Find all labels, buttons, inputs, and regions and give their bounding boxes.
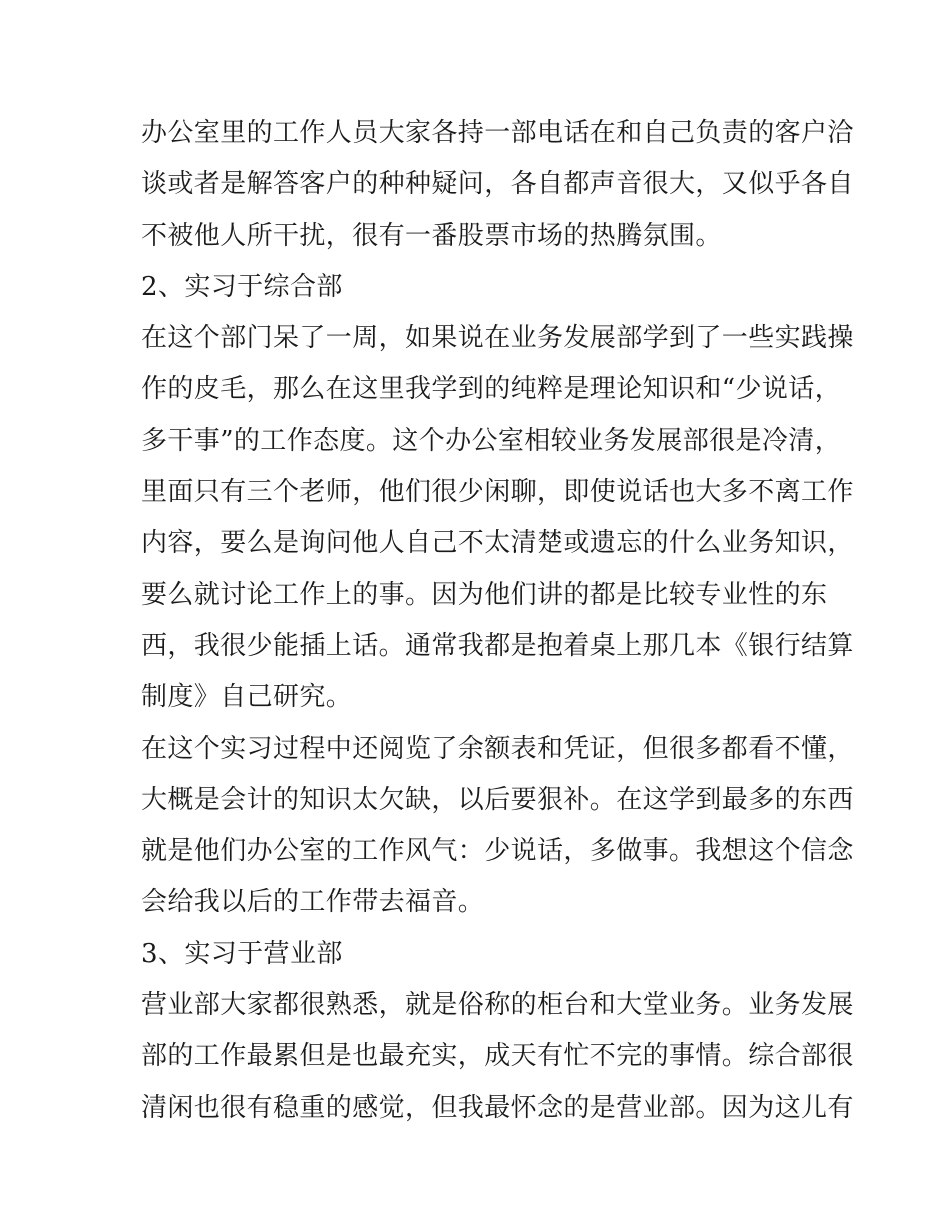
- section-heading: 2、实习于综合部: [141, 271, 343, 302]
- text-line: 就是他们办公室的工作风气：少说话，多做事。我想这个信念: [141, 836, 854, 867]
- text-line: 作的皮毛，那么在这里我学到的纯粹是理论知识和“少说话，: [141, 374, 842, 405]
- text-line: 内容，要么是询问他人自己不太清楚或遗忘的什么业务知识，: [141, 528, 854, 559]
- document-body: [141, 108, 854, 1134]
- text-line: 在这个部门呆了一周，如果说在业务发展部学到了一些实践操: [141, 323, 854, 354]
- text-line: 谈或者是解答客户的种种疑问，各自都声音很大，又似乎各自: [141, 169, 854, 200]
- text-line: 在这个实习过程中还阅览了余额表和凭证，但很多都看不懂，: [141, 733, 854, 764]
- text-line: 会给我以后的工作带去福音。: [141, 887, 485, 918]
- text-line: 清闲也很有稳重的感觉，但我最怀念的是营业部。因为这儿有: [141, 1092, 854, 1123]
- text-line: 西，我很少能插上话。通常我都是抱着桌上那几本《银行结算: [141, 630, 854, 661]
- section-heading: 3、实习于营业部: [141, 938, 343, 969]
- text-line: 要么就讨论工作上的事。因为他们讲的都是比较专业性的东: [141, 579, 828, 610]
- text-line: 里面只有三个老师，他们很少闲聊，即使说话也大多不离工作: [141, 477, 854, 508]
- text-line: 制度》自己研究。: [141, 682, 353, 713]
- text-line: 办公室里的工作人员大家各持一部电话在和自己负责的客户洽: [141, 118, 854, 148]
- text-line: 多干事”的工作态度。这个办公室相较业务发展部很是冷清，: [141, 425, 842, 456]
- text-line: 部的工作最累但是也最充实，成天有忙不完的事情。综合部很: [141, 1041, 854, 1072]
- text-line: 营业部大家都很熟悉，就是俗称的柜台和大堂业务。业务发展: [141, 990, 854, 1021]
- text-line: 大概是会计的知识太欠缺，以后要狠补。在这学到最多的东西: [141, 784, 854, 815]
- text-line: 不被他人所干扰，很有一番股票市场的热腾氛围。: [141, 220, 722, 251]
